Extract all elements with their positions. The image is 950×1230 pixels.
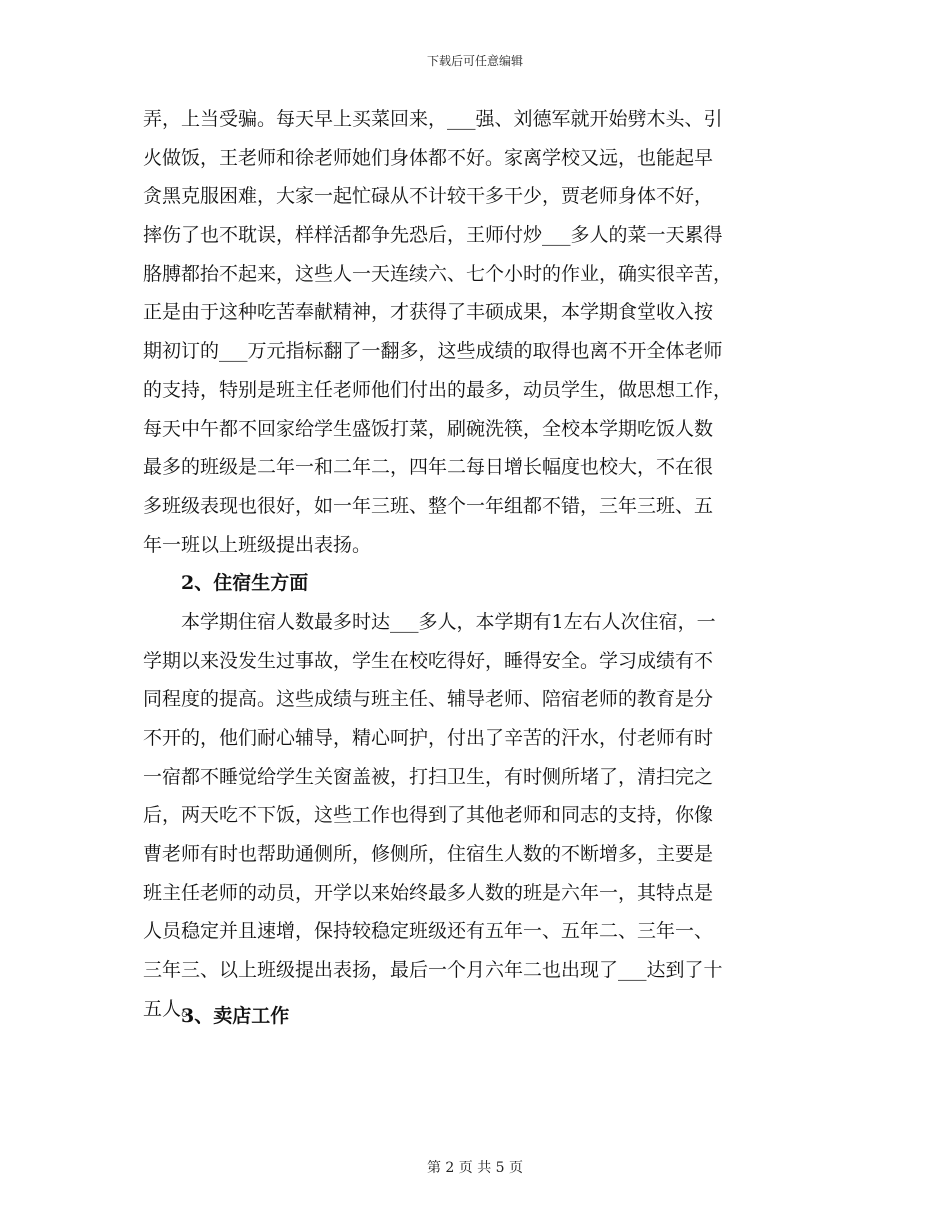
section-heading-shop: 3、卖店工作: [181, 1005, 290, 1027]
document-body: [143, 100, 803, 1029]
paragraph-line: 不开的，他们耐心辅导，精心呵护，付出了辛苦的汗水，付老师有时: [143, 727, 714, 749]
paragraph-line: 后，两天吃不下饭，这些工作也得到了其他老师和同志的支持，你像: [143, 804, 714, 827]
paragraph-line: 本学期住宿人数最多时达___多人，本学期有1左右人次住宿，一: [181, 610, 716, 633]
paragraph-line: 一宿都不睡觉给学生关窗盖被，打扫卫生，有时侧所堵了，清扫完之: [143, 765, 714, 788]
paragraph-line: 最多的班级是二年一和二年二，四年二每日增长幅度也校大，不在很: [143, 456, 714, 479]
page-header: 下载后可任意编辑: [426, 54, 523, 68]
paragraph-line: 多班级表现也很好，如一年三班、整个一年组都不错，三年三班、五: [143, 494, 714, 517]
paragraph-line: 期初订的___万元指标翻了一翻多，这些成绩的取得也离不开全体老师: [143, 340, 723, 363]
paragraph-line: 火做饭，王老师和徐老师她们身体都不好。家离学校又远，也能起早: [143, 146, 714, 169]
paragraph-line: 胳膊都抬不起来，这些人一天连续六、七个小时的作业，确实很辛苦，: [143, 262, 733, 285]
paragraph-line: 正是由于这种吃苦奉献精神，才获得了丰硕成果，本学期食堂收入按: [143, 301, 714, 324]
paragraph-line: 的支持，特别是班主任老师他们付出的最多，动员学生，做思想工作，: [143, 378, 733, 401]
section-heading-dormitory: 2、住宿生方面: [181, 572, 309, 595]
paragraph-line: 五人。: [143, 997, 201, 1020]
paragraph-line: 曹老师有时也帮助通侧所，修侧所，住宿生人数的不断增多，主要是: [143, 843, 714, 866]
paragraph-line: 三年三、以上班级提出表扬，最后一个月六年二也出现了___达到了十: [143, 959, 723, 982]
paragraph-line: 摔伤了也不耽误，样样活都争先恐后，王师付炒___多人的菜一天累得: [143, 224, 723, 247]
paragraph-line: 同程度的提高。这些成绩与班主任、辅导老师、陪宿老师的教育是分: [143, 688, 714, 711]
paragraph-line: 贪黑克服困难，大家一起忙碌从不计较干多干少，贾老师身体不好，: [143, 185, 714, 208]
paragraph-line: 人员稳定并且速增，保持较稳定班级还有五年一、五年二、三年一、: [143, 920, 714, 943]
paragraph-line: 每天中午都不回家给学生盛饭打菜，刷碗洗筷，全校本学期吃饭人数: [143, 417, 714, 440]
paragraph-line: 班主任老师的动员，开学以来始终最多人数的班是六年一，其特点是: [143, 881, 714, 904]
paragraph-line: 年一班以上班级提出表扬。: [143, 533, 372, 556]
paragraph-line: 弄，上当受骗。每天早上买菜回来，___强、刘德军就开始劈木头、引: [143, 108, 723, 130]
paragraph-line: 学期以来没发生过事故，学生在校吃得好，睡得安全。学习成绩有不: [143, 649, 714, 672]
page-footer: 第 2 页 共 5 页: [426, 1160, 524, 1176]
